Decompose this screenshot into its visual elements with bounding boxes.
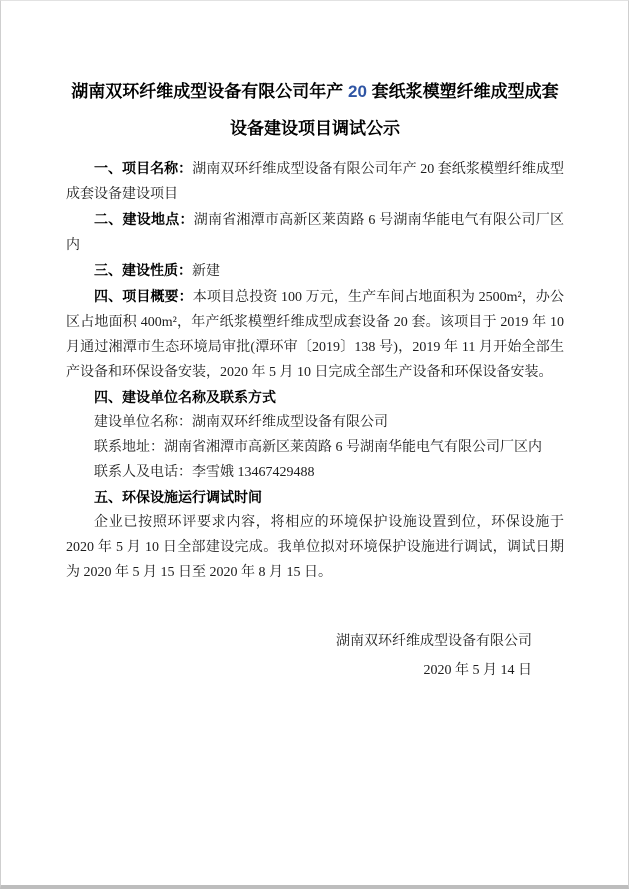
signature-date: 2020 年 5 月 14 日	[423, 663, 532, 678]
section-debug-time-heading: 五、环保设施运行调试时间	[94, 489, 262, 505]
contact-address: 联系地址：湖南省湘潭市高新区莱茵路 6 号湖南华能电气有限公司厂区内	[94, 440, 542, 455]
section-nature	[66, 258, 564, 284]
section-overview-label: 四、项目概要：	[94, 288, 193, 304]
section-debug-time-text: 企业已按照环评要求内容，将相应的环境保护设施设置到位，环保设施于 2020 年 5 月 10 日全部建设完成。我单位拟对环境保护设施进行调试，调试日期为 2020 年 5 月 15 日至 2020 年 8 月 15 日。	[66, 515, 564, 580]
signature-block	[66, 627, 564, 685]
section-project-name-label: 一、项目名称：	[94, 160, 193, 176]
section-project-name	[66, 156, 564, 207]
contact-person-phone: 联系人及电话：李雪娥 13467429488	[94, 465, 315, 480]
section-overview-text: 本项目总投资 100 万元，生产车间占地面积为 2500m²，办公区占地面积 400m²，年产纸浆模塑纤维成型成套设备 20 套。该项目于 2019 年 10 月通过湘潭市生态环境局审批(潭环审〔2019〕138 号)，2019 年 11 月开始全部生产设备和环保设备安装，2020 年 5 月 10 日完成全部生产设备和环保设备安装。	[66, 290, 565, 380]
section-overview	[66, 284, 564, 385]
title-text-post: 套纸浆模塑纤维成型成套设备建设项目调试公示	[230, 82, 559, 138]
title-number: 20	[348, 82, 367, 101]
section-location-label: 二、建设地点：	[94, 211, 194, 227]
section-project-name-text: 湖南双环纤维成型设备有限公司年产 20 套纸浆模塑纤维成型成套设备建设项目	[66, 162, 565, 202]
section-contact-heading: 四、建设单位名称及联系方式	[94, 389, 276, 405]
section-nature-label: 三、建设性质：	[94, 262, 192, 278]
section-location-text: 湖南省湘潭市高新区莱茵路 6 号湖南华能电气有限公司厂区内	[66, 213, 565, 253]
section-nature-text: 新建	[192, 264, 220, 279]
contact-unit-name: 建设单位名称：湖南双环纤维成型设备有限公司	[94, 415, 388, 430]
document-title	[66, 73, 564, 147]
document-content	[1, 1, 628, 685]
title-text-pre: 湖南双环纤维成型设备有限公司年产	[71, 82, 349, 101]
signature-company: 湖南双环纤维成型设备有限公司	[336, 634, 532, 649]
section-location	[66, 207, 564, 258]
